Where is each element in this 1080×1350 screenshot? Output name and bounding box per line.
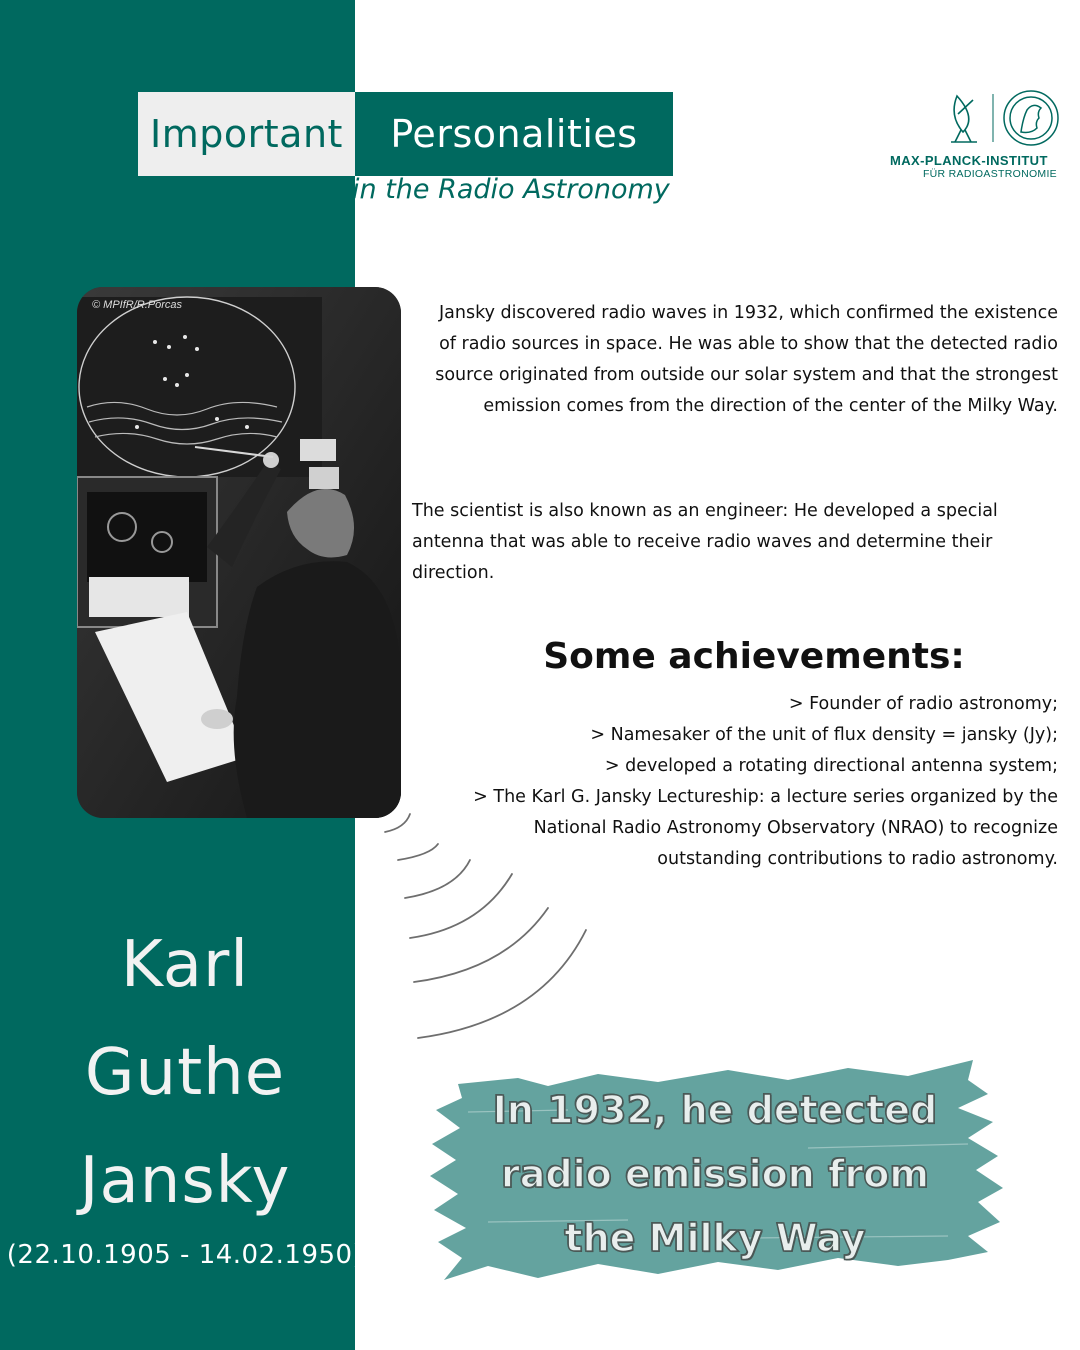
person-middle-name: Guthe <box>84 1036 286 1110</box>
achievement-item: > developed a rotating directional antenna system; <box>604 756 1058 776</box>
achievement-item: > Founder of radio astronomy; <box>788 694 1058 714</box>
quote-line: radio emission from <box>501 1152 929 1196</box>
title-important: Important <box>138 92 355 176</box>
radio-wave-arcs-icon <box>380 810 610 1050</box>
life-dates: (22.10.1905 - 14.02.1950) <box>6 1240 364 1270</box>
achievement-item: > Namesaker of the unit of flux density = jansky (Jy); <box>590 725 1058 745</box>
logo-institute-subname: FÜR RADIOASTRONOMIE <box>922 168 1057 180</box>
photo-credit: © MPIfR/R.Porcas <box>92 299 183 311</box>
quote-text <box>440 1078 990 1270</box>
intro-paragraph-1: Jansky discovered radio waves in 1932, which confirmed the existence of radio sources in space. He was able to show that the detected radio source originated from outside our solar system and that the strongest emission comes from the direction of the center of the Milky Way. <box>435 303 1058 416</box>
intro-paragraph-2: The scientist is also known as an engineer: He developed a special antenna that was able to receive radio waves and determine their direction. <box>412 501 998 583</box>
achievements-heading: Some achievements: <box>543 636 965 677</box>
jansky-photo <box>77 287 401 818</box>
quote-line: the Milky Way <box>564 1216 866 1260</box>
person-first-name: Karl <box>120 928 250 1002</box>
quote-line: In 1932, he detected <box>492 1088 938 1132</box>
title-personalities: Personalities <box>355 92 673 176</box>
minerva-seal-icon <box>1004 91 1058 145</box>
logo-institute-name: MAX-PLANCK-INSTITUT <box>890 153 1048 168</box>
radio-telescope-icon <box>951 96 977 142</box>
subtitle: in the Radio Astronomy <box>352 174 670 205</box>
achievement-item: > The Karl G. Jansky Lectureship: a lecture series organized by the National Radio Astronomy Observatory (NRAO) to recognize outstanding contributions to radio astronomy. <box>473 787 1058 869</box>
person-last-name: Jansky <box>79 1144 291 1218</box>
